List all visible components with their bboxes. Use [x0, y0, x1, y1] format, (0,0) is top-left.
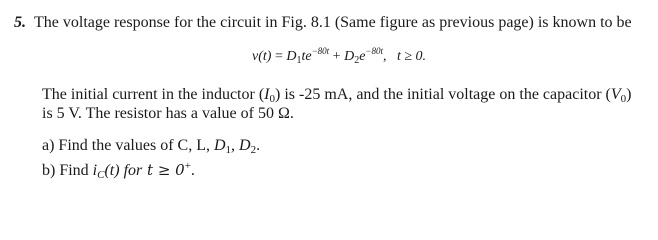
term2-coef: D [344, 49, 355, 64]
term2-sub: 2 [354, 55, 360, 66]
initial-conditions-line1: The initial current in the inductor $(I_0)$ is -25 mA, and the initial voltage on the capacitor $(V_0)$ [42, 86, 632, 105]
term2-exp: −80t [365, 46, 383, 56]
voltage-equation: $v(t) = D_1te^{-80t} + D_2e^{-80t}$, t ≥ 0. [252, 46, 427, 66]
question-b: b) Find $i_C(t)$ for t ≥ 0+. [42, 160, 195, 181]
term2-var: e [359, 49, 366, 64]
question-a: a) Find the values of C, L, $D_1$, $D_2$. [42, 137, 261, 156]
term1-coef: D [286, 49, 297, 64]
initial-conditions-line2: is 5 V. The resistor has a value of 50 Ω. [42, 105, 294, 122]
current-symbol: I [264, 86, 270, 103]
current-sub: 0 [269, 93, 275, 105]
equation-equals: = [274, 49, 283, 64]
equation-condition: t ≥ 0. [396, 49, 427, 64]
term1-var: te [301, 49, 312, 64]
problem-statement: The voltage response for the circuit in Fig. 8.1 (Same figure as previous page) is known to be [34, 14, 632, 31]
equation-plus: + [332, 49, 341, 64]
problem-number: 5. [14, 14, 26, 31]
term1-exp: −80t [311, 46, 330, 56]
voltage-sub: 0 [620, 93, 627, 105]
equation-lhs: v(t) [252, 49, 272, 64]
term1-sub: 1 [296, 55, 302, 66]
voltage-symbol: V [610, 86, 621, 103]
problem-header [14, 13, 632, 33]
